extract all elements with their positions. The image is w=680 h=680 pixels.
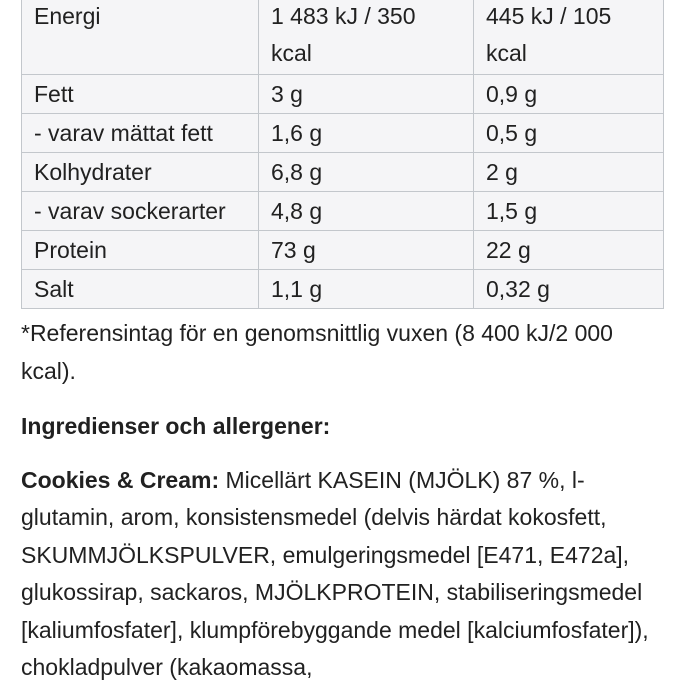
nutrient-value-per-portion: 0,9 g <box>474 75 664 114</box>
table-row-carbohydrates <box>22 153 664 192</box>
ingredients-heading: Ingredienser och allergener: <box>21 413 331 439</box>
ingredients-list: Micellärt KASEIN (MJÖLK) 87 %, l-glutamin, arom, konsistensmedel (delvis härdat kokosfett, SKUMMJÖLKSPULVER, emulgeringsmedel [E471, E472a], glukossirap, sackaros, MJÖLKPROTEIN, stabiliseringsmedel [kaliumfosfater], klumpförebyggande medel [kalciumfosfater]), chokladpulver (kakaomassa, <box>21 466 649 680</box>
nutrient-name: Salt <box>22 270 259 309</box>
nutrient-name: - varav mättat fett <box>22 114 259 153</box>
flavor-label: Cookies & Cream: <box>21 466 220 493</box>
nutrition-table <box>21 0 664 309</box>
nutrient-value-per-100g: 1,1 g <box>259 270 474 309</box>
table-row-salt <box>22 270 664 309</box>
ingredients-text <box>21 462 661 680</box>
nutrient-value-per-100g: 1 483 kJ / 350 kcal <box>259 0 474 75</box>
table-row-sugars <box>22 192 664 231</box>
table-row-saturated-fat <box>22 114 664 153</box>
nutrient-value-per-portion: 445 kJ / 105 kcal <box>474 0 664 75</box>
table-row-energy <box>22 0 664 75</box>
nutrient-value-per-portion: 22 g <box>474 231 664 270</box>
nutrient-value-per-portion: 0,32 g <box>474 270 664 309</box>
nutrient-name: Protein <box>22 231 259 270</box>
table-row-protein <box>22 231 664 270</box>
product-info-content <box>21 0 680 680</box>
nutrient-value-per-100g: 4,8 g <box>259 192 474 231</box>
nutrient-value-per-portion: 1,5 g <box>474 192 664 231</box>
nutrient-value-per-100g: 1,6 g <box>259 114 474 153</box>
nutrient-name: Kolhydrater <box>22 153 259 192</box>
reference-intake-footnote: *Referensintag för en genomsnittlig vuxen (8 400 kJ/2 000 kcal). <box>21 320 613 384</box>
nutrient-value-per-100g: 73 g <box>259 231 474 270</box>
nutrient-value-per-100g: 3 g <box>259 75 474 114</box>
table-row-fat <box>22 75 664 114</box>
nutrient-name: Energi <box>22 0 259 75</box>
nutrient-value-per-portion: 0,5 g <box>474 114 664 153</box>
nutrient-name: Fett <box>22 75 259 114</box>
nutrient-value-per-100g: 6,8 g <box>259 153 474 192</box>
nutrient-value-per-portion: 2 g <box>474 153 664 192</box>
nutrient-name: - varav sockerarter <box>22 192 259 231</box>
